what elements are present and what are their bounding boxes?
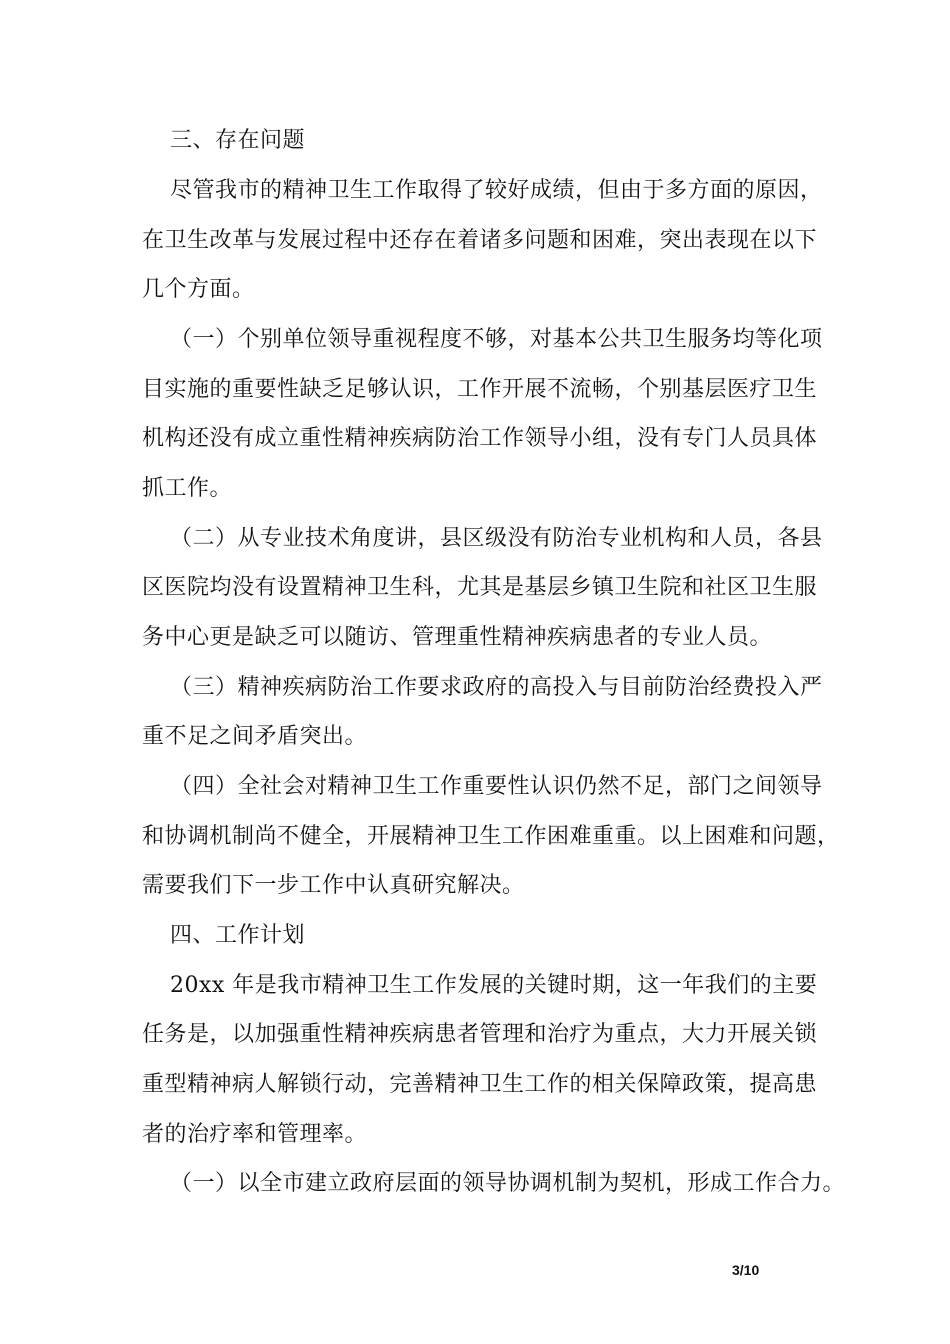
page-number: 3/10: [732, 1262, 760, 1278]
paragraph-line: 重型精神病人解锁行动，完善精神卫生工作的相关保障政策，提高患: [142, 1072, 818, 1097]
paragraph-line: 几个方面。: [142, 277, 255, 302]
paragraph-line: （一）个别单位领导重视程度不够，对基本公共卫生服务均等化项: [170, 327, 823, 352]
paragraph-line: 任务是，以加强重性精神疾病患者管理和治疗为重点，大力开展关锁: [142, 1022, 818, 1047]
paragraph-line: 需要我们下一步工作中认真研究解决。: [142, 873, 525, 898]
section-heading-plan: 四、工作计划: [170, 923, 306, 948]
paragraph-line: 20xx 年是我市精神卫生工作发展的关键时期，这一年我们的主要: [170, 973, 818, 998]
paragraph-line: 在卫生改革与发展过程中还存在着诸多问题和困难，突出表现在以下: [142, 228, 818, 253]
paragraph-line: （四）全社会对精神卫生工作重要性认识仍然不足，部门之间领导: [170, 774, 823, 799]
paragraph-line: （三）精神疾病防治工作要求政府的高投入与目前防治经费投入严: [170, 675, 823, 700]
paragraph-line: 机构还没有成立重性精神疾病防治工作领导小组，没有专门人员具体: [142, 426, 818, 451]
paragraph-line: 务中心更是缺乏可以随访、管理重性精神疾病患者的专业人员。: [142, 625, 773, 650]
paragraph-line: 者的治疗率和管理率。: [142, 1122, 368, 1147]
paragraph-line: 和协调机制尚不健全，开展精神卫生工作困难重重。以上困难和问题，: [142, 824, 840, 849]
paragraph-line: （二）从专业技术角度讲，县区级没有防治专业机构和人员，各县: [170, 526, 823, 551]
paragraph-line: 区医院均没有设置精神卫生科，尤其是基层乡镇卫生院和社区卫生服: [142, 575, 818, 600]
paragraph-line: （一）以全市建立政府层面的领导协调机制为契机，形成工作合力。: [170, 1171, 846, 1196]
paragraph-line: 抓工作。: [142, 476, 233, 501]
paragraph-line: 尽管我市的精神卫生工作取得了较好成绩，但由于多方面的原因，: [170, 178, 823, 203]
paragraph-line: 重不足之间矛盾突出。: [142, 724, 368, 749]
section-heading-problems: 三、存在问题: [170, 128, 306, 153]
paragraph-line: 目实施的重要性缺乏足够认识，工作开展不流畅，个别基层医疗卫生: [142, 377, 818, 402]
